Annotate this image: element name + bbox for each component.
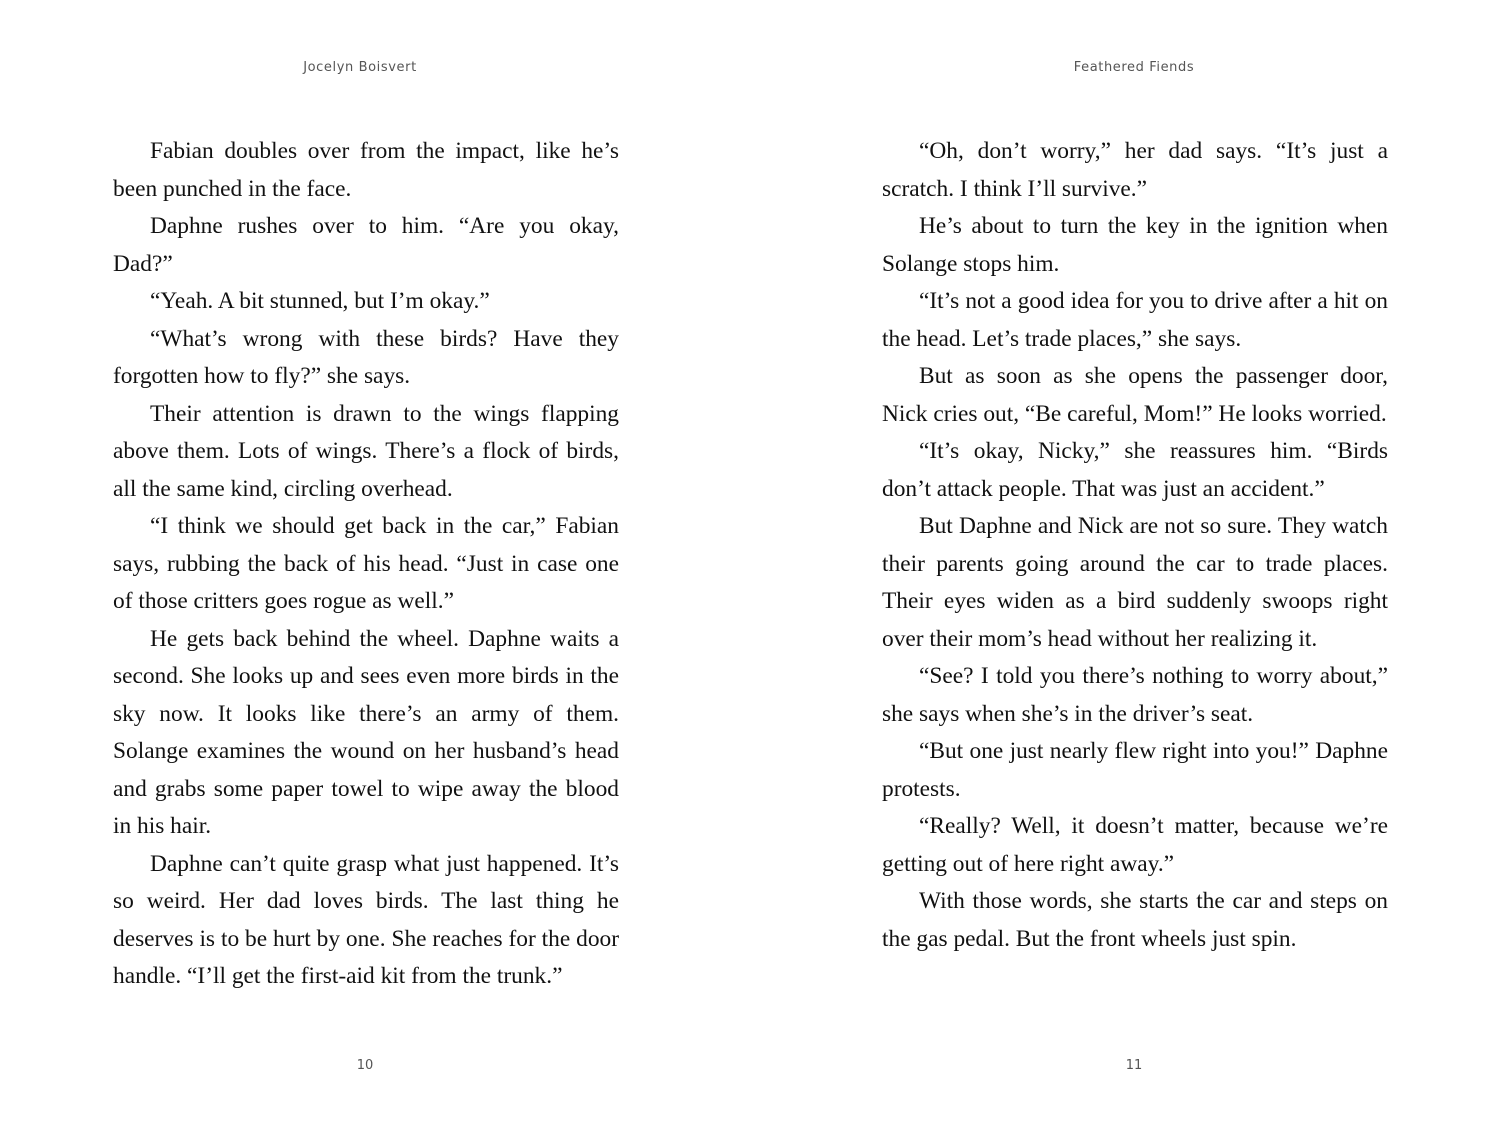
paragraph: “Really? Well, it doesn’t matter, because we’re getting out of here right away.” [882, 813, 1388, 877]
body-text [882, 133, 1388, 958]
paragraph: He gets back behind the wheel. Daphne waits a second. She looks up and sees even more birds in the sky now. It looks like there’s an army of them. Solange examines the wound on her husband’s head and grabs some paper towel to wipe away the blood in his hair. [113, 625, 619, 839]
paragraph: With those words, she starts the car and steps on the gas pedal. But the front wheels just spin. [882, 888, 1388, 952]
paragraph: “What’s wrong with these birds? Have they forgotten how to fly?” she says. [113, 325, 619, 389]
page-number: 11 [1125, 1058, 1143, 1073]
running-head-author: Jocelyn Boisvert [303, 60, 417, 75]
running-head-title: Feathered Fiends [1073, 60, 1195, 75]
paragraph: “It’s not a good idea for you to drive after a hit on the head. Let’s trade places,” she says. [882, 288, 1388, 352]
paragraph: “Yeah. A bit stunned, but I’m okay.” [150, 288, 490, 314]
paragraph: Daphne rushes over to him. “Are you okay, Dad?” [113, 213, 619, 277]
paragraph: Their attention is drawn to the wings flapping above them. Lots of wings. There’s a flock of birds, all the same kind, circling overhead. [113, 400, 619, 502]
page-number: 10 [356, 1058, 374, 1073]
paragraph: But as soon as she opens the passenger door, Nick cries out, “Be careful, Mom!” He looks worried. [882, 363, 1388, 427]
body-text [113, 133, 619, 996]
right-page [750, 0, 1500, 1125]
paragraph: “Oh, don’t worry,” her dad says. “It’s just a scratch. I think I’ll survive.” [882, 138, 1388, 202]
paragraph: “See? I told you there’s nothing to worry about,” she says when she’s in the driver’s seat. [882, 663, 1388, 727]
paragraph: He’s about to turn the key in the ignition when Solange stops him. [882, 213, 1388, 277]
paragraph: Fabian doubles over from the impact, like he’s been punched in the face. [113, 138, 619, 202]
paragraph: “It’s okay, Nicky,” she reassures him. “Birds don’t attack people. That was just an accident.” [882, 438, 1388, 502]
paragraph: “But one just nearly flew right into you!” Daphne protests. [882, 738, 1388, 802]
paragraph: Daphne can’t quite grasp what just happened. It’s so weird. Her dad loves birds. The last thing he deserves is to be hurt by one. She reaches for the door handle. “I’ll get the first-aid kit from the trunk.” [113, 850, 619, 989]
paragraph: “I think we should get back in the car,” Fabian says, rubbing the back of his head. “Just in case one of those critters goes rogue as well.” [113, 513, 619, 614]
paragraph: But Daphne and Nick are not so sure. They watch their parents going around the car to trade places. Their eyes widen as a bird suddenly swoops right over their mom’s head without her realizing it. [882, 513, 1388, 652]
